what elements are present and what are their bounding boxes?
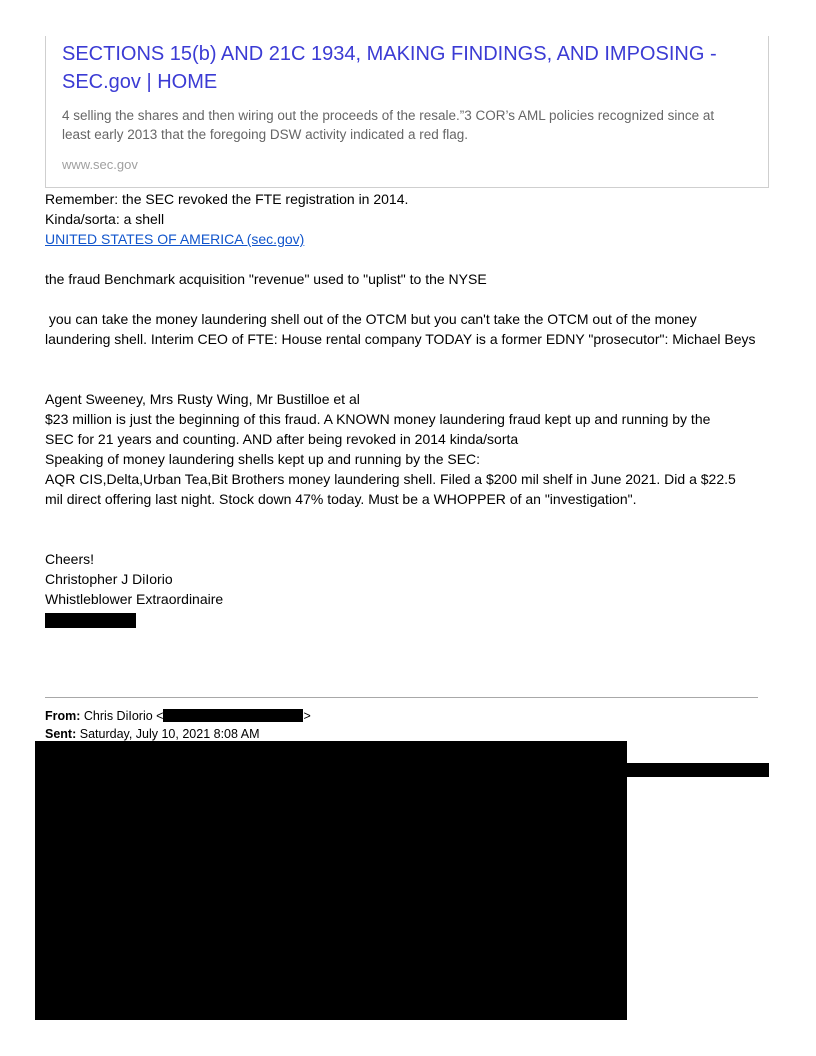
from-label: From: [45, 709, 81, 723]
body-line: AQR CIS,Delta,Urban Tea,Bit Brothers money laundering shell. Filed a $200 mil shelf in June 2021. Did a $22.5 [45, 471, 736, 487]
preview-description: 4 selling the shares and then wiring out the proceeds of the resale.”3 COR’s AML policies recognized since at least early 2013 that the foregoing DSW activity indicated a red flag. [62, 108, 715, 142]
body-line: $23 million is just the beginning of this fraud. A KNOWN money laundering fraud kept up and running by the [45, 411, 711, 427]
from-line [45, 708, 311, 724]
email-body [45, 189, 785, 609]
body-line: you can take the money laundering shell out of the OTCM but you can't take the OTCM out of the money [45, 311, 697, 327]
from-close: > [303, 709, 311, 723]
body-line: Agent Sweeney, Mrs Rusty Wing, Mr Bustilloe et al [45, 391, 360, 407]
preview-title-link[interactable]: SECTIONS 15(b) AND 21C 1934, MAKING FINDINGS, AND IMPOSING - SEC.gov | HOME [62, 43, 717, 93]
redaction-block [163, 709, 303, 722]
body-line: mil direct offering last night. Stock down 47% today. Must be a WHOPPER of an "investigation". [45, 491, 637, 507]
signature-title: Whistleblower Extraordinaire [45, 591, 224, 607]
redaction-block [35, 741, 627, 1020]
closing: Cheers! [45, 551, 95, 567]
blank-line [45, 529, 785, 549]
preview-domain: www.sec.gov [62, 157, 138, 172]
redaction-block [45, 613, 136, 628]
blank-line [45, 369, 785, 389]
body-line: laundering shell. Interim CEO of FTE: House rental company TODAY is a former EDNY "prosecutor": Michael Beys [45, 331, 756, 347]
header-divider [45, 697, 758, 698]
sent-value: Saturday, July 10, 2021 8:08 AM [79, 727, 260, 741]
redaction-block [627, 763, 769, 777]
signature-name: Christopher J DiIorio [45, 571, 173, 587]
blank-line [45, 349, 785, 369]
body-line: Kinda/sorta: a shell [45, 211, 165, 227]
body-line: Remember: the SEC revoked the FTE registration in 2014. [45, 191, 409, 207]
link-preview-card[interactable] [45, 36, 769, 188]
blank-line [45, 289, 785, 309]
body-line: the fraud Benchmark acquisition "revenue" used to "uplist" to the NYSE [45, 271, 487, 287]
sec-link[interactable]: UNITED STATES OF AMERICA (sec.gov) [45, 231, 305, 247]
sent-line [45, 726, 259, 742]
blank-line [45, 509, 785, 529]
from-name: Chris DiIorio < [83, 709, 164, 723]
blank-line [45, 249, 785, 269]
body-line: Speaking of money laundering shells kept up and running by the SEC: [45, 451, 481, 467]
sent-label: Sent: [45, 727, 77, 741]
body-line: SEC for 21 years and counting. AND after being revoked in 2014 kinda/sorta [45, 431, 519, 447]
